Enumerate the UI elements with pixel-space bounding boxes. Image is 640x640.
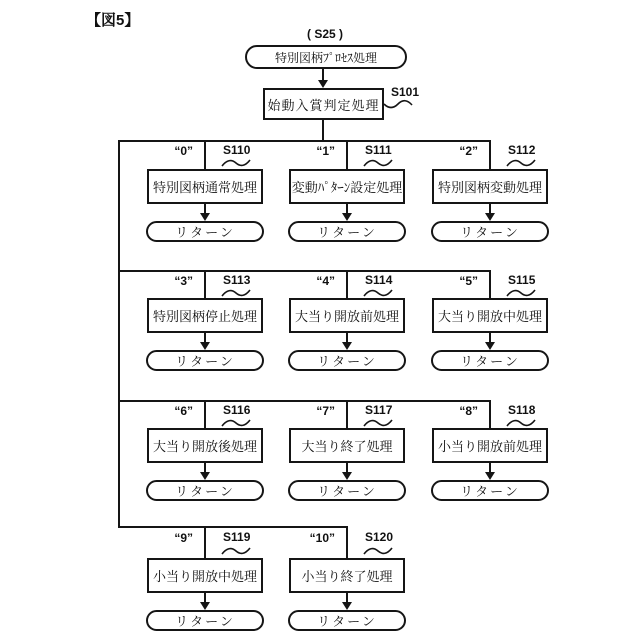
process-box-s101: 始動入賞判定処理 — [263, 88, 384, 120]
connector-line — [489, 204, 491, 213]
connector-line — [204, 140, 206, 169]
connector-line — [204, 593, 206, 602]
return-terminator: リターン — [146, 350, 264, 371]
connector-line — [204, 204, 206, 213]
reference-squiggle-icon — [221, 157, 251, 169]
process-box: 大当り開放前処理 — [289, 298, 405, 333]
arrowhead-down-icon — [342, 213, 352, 221]
step-label: S112 — [508, 143, 536, 157]
connector-line — [346, 593, 348, 602]
process-box: 小当り開放前処理 — [432, 428, 548, 463]
connector-line — [489, 140, 491, 169]
connector-line — [204, 526, 206, 558]
step-label: S114 — [365, 273, 393, 287]
connector-line — [346, 140, 348, 169]
case-tag: “8” — [459, 404, 478, 418]
branch-rail-row1 — [118, 140, 491, 142]
return-terminator: リターン — [288, 610, 406, 631]
arrowhead-down-icon — [200, 213, 210, 221]
case-tag: “0” — [174, 144, 193, 158]
branch-rail-row2 — [118, 270, 491, 272]
case-tag: “1” — [316, 144, 335, 158]
arrowhead-down-icon — [318, 80, 328, 88]
arrowhead-down-icon — [485, 213, 495, 221]
arrowhead-down-icon — [485, 472, 495, 480]
connector-line — [489, 270, 491, 298]
connector-line — [204, 400, 206, 428]
case-tag: “4” — [316, 274, 335, 288]
case-tag: “6” — [174, 404, 193, 418]
arrowhead-down-icon — [342, 342, 352, 350]
return-terminator: リターン — [288, 480, 406, 501]
step-label: S119 — [223, 530, 251, 544]
arrowhead-down-icon — [342, 472, 352, 480]
arrowhead-down-icon — [200, 472, 210, 480]
step-label-s101: S101 — [391, 85, 420, 99]
process-box: 特別図柄変動処理 — [432, 169, 548, 204]
step-label: S113 — [223, 273, 251, 287]
reference-squiggle-icon — [221, 545, 251, 557]
return-terminator: リターン — [431, 480, 549, 501]
connector-line — [346, 204, 348, 213]
return-terminator: リターン — [431, 350, 549, 371]
branch-rail-row4 — [118, 526, 348, 528]
connector-line — [204, 463, 206, 472]
connector-line — [489, 400, 491, 428]
case-tag: “10” — [309, 531, 335, 545]
connector-line — [322, 120, 324, 141]
connector-line — [204, 333, 206, 342]
start-terminator: 特別図柄ﾌﾟﾛｾｽ処理 — [245, 45, 407, 69]
connector-line — [346, 463, 348, 472]
return-terminator: リターン — [146, 221, 264, 242]
connector-line — [346, 333, 348, 342]
arrowhead-down-icon — [200, 602, 210, 610]
process-box: 変動ﾊﾟﾀｰﾝ設定処理 — [289, 169, 405, 204]
process-box: 特別図柄通常処理 — [147, 169, 263, 204]
case-tag: “3” — [174, 274, 193, 288]
step-label: S115 — [508, 273, 536, 287]
process-box: 小当り開放中処理 — [147, 558, 263, 593]
connector-line — [489, 333, 491, 342]
process-box: 小当り終了処理 — [289, 558, 405, 593]
reference-squiggle-icon — [363, 157, 393, 169]
connector-line — [346, 400, 348, 428]
connector-line — [346, 526, 348, 558]
return-terminator: リターン — [146, 610, 264, 631]
connector-line — [489, 463, 491, 472]
return-terminator: リターン — [288, 221, 406, 242]
step-label: S118 — [508, 403, 536, 417]
reference-squiggle-icon — [506, 157, 536, 169]
arrowhead-down-icon — [342, 602, 352, 610]
step-label: S116 — [223, 403, 251, 417]
figure-label: 【図5】 — [86, 12, 140, 29]
branch-rail-row3 — [118, 400, 491, 402]
return-terminator: リターン — [146, 480, 264, 501]
arrowhead-down-icon — [485, 342, 495, 350]
connector-line — [322, 69, 324, 80]
case-tag: “2” — [459, 144, 478, 158]
process-box: 特別図柄停止処理 — [147, 298, 263, 333]
connector-line — [346, 270, 348, 298]
return-terminator: リターン — [431, 221, 549, 242]
step-label: S117 — [365, 403, 393, 417]
arrowhead-down-icon — [200, 342, 210, 350]
case-tag: “5” — [459, 274, 478, 288]
reference-squiggle-icon — [363, 545, 393, 557]
entry-reference-label: ( S25 ) — [306, 27, 343, 41]
process-box: 大当り終了処理 — [289, 428, 405, 463]
branch-trunk — [118, 140, 120, 528]
step-label: S110 — [223, 143, 251, 157]
step-label: S120 — [365, 530, 394, 544]
case-tag: “7” — [316, 404, 335, 418]
case-tag: “9” — [174, 531, 193, 545]
process-box: 大当り開放中処理 — [432, 298, 548, 333]
process-box: 大当り開放後処理 — [147, 428, 263, 463]
connector-line — [204, 270, 206, 298]
reference-squiggle-icon — [383, 99, 413, 111]
step-label: S111 — [365, 143, 392, 157]
return-terminator: リターン — [288, 350, 406, 371]
